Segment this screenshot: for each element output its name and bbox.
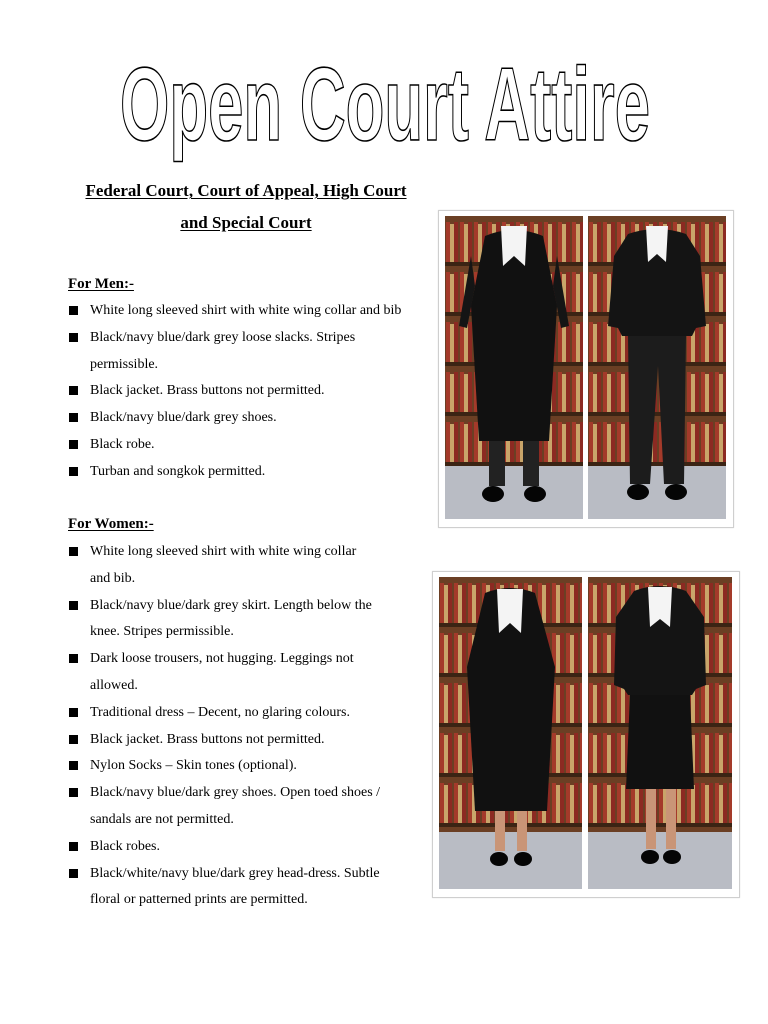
list-item: White long sleeved shirt with white wing collar — [68, 539, 380, 566]
bullet-square-icon — [69, 386, 78, 395]
list-item-continuation: and bib. — [90, 570, 136, 586]
women-suit-photo — [588, 577, 732, 889]
men-robe-figure-image — [445, 216, 583, 519]
men-robe-photo — [445, 216, 583, 519]
men-section-heading: For Men:- — [68, 276, 134, 292]
list-item: Nylon Socks – Skin tones (optional). — [68, 753, 380, 780]
bullet-square-icon — [69, 735, 78, 744]
page-title-text: Open Court Attire — [120, 50, 650, 163]
bullet-square-icon — [69, 842, 78, 851]
bullet-square-icon — [69, 601, 78, 610]
bullet-square-icon — [69, 761, 78, 770]
bullet-square-icon — [69, 413, 78, 422]
women-robe-figure-image — [439, 577, 582, 889]
men-suit-figure-image — [588, 216, 726, 519]
list-item: Black robes. — [68, 834, 380, 861]
list-item: Dark loose trousers, not hugging. Leggings not — [68, 646, 380, 673]
bullet-square-icon — [69, 654, 78, 663]
bullet-square-icon — [69, 869, 78, 878]
page-title — [110, 50, 660, 165]
list-item: Black/white/navy blue/dark grey head-dress. Subtle — [68, 861, 380, 888]
list-item: Turban and songkok permitted. — [68, 459, 401, 486]
women-attire-list — [68, 539, 380, 914]
men-attire-list — [68, 298, 401, 486]
women-robe-photo — [439, 577, 582, 889]
list-item: Traditional dress – Decent, no glaring colours. — [68, 700, 380, 727]
list-item-continuation: knee. Stripes permissible. — [90, 624, 234, 640]
list-item: Black/navy blue/dark grey skirt. Length below the — [68, 593, 380, 620]
bullet-square-icon — [69, 547, 78, 556]
list-item: Black/navy blue/dark grey loose slacks. Stripes — [68, 325, 401, 352]
list-item: Black/navy blue/dark grey shoes. — [68, 405, 401, 432]
list-item-continuation: allowed. — [90, 677, 138, 693]
men-suit-photo — [588, 216, 726, 519]
list-item-continuation: sandals are not permitted. — [90, 811, 234, 827]
court-heading-line1: Federal Court, Court of Appeal, High Court — [85, 181, 407, 200]
list-item: Black robe. — [68, 432, 401, 459]
list-item-continuation: permissible. — [90, 356, 159, 372]
women-suit-figure-image — [588, 577, 732, 889]
women-section-heading: For Women:- — [68, 516, 154, 532]
bullet-square-icon — [69, 440, 78, 449]
court-heading-line2: and Special Court — [180, 213, 312, 232]
bullet-square-icon — [69, 708, 78, 717]
list-item: White long sleeved shirt with white wing collar and bib — [68, 298, 401, 325]
list-item: Black jacket. Brass buttons not permitted. — [68, 727, 380, 754]
bullet-square-icon — [69, 788, 78, 797]
list-item: Black jacket. Brass buttons not permitted. — [68, 378, 401, 405]
list-item: Black/navy blue/dark grey shoes. Open toed shoes / — [68, 780, 380, 807]
bullet-square-icon — [69, 333, 78, 342]
list-item-continuation: floral or patterned prints are permitted. — [90, 892, 308, 908]
bullet-square-icon — [69, 306, 78, 315]
bullet-square-icon — [69, 467, 78, 476]
